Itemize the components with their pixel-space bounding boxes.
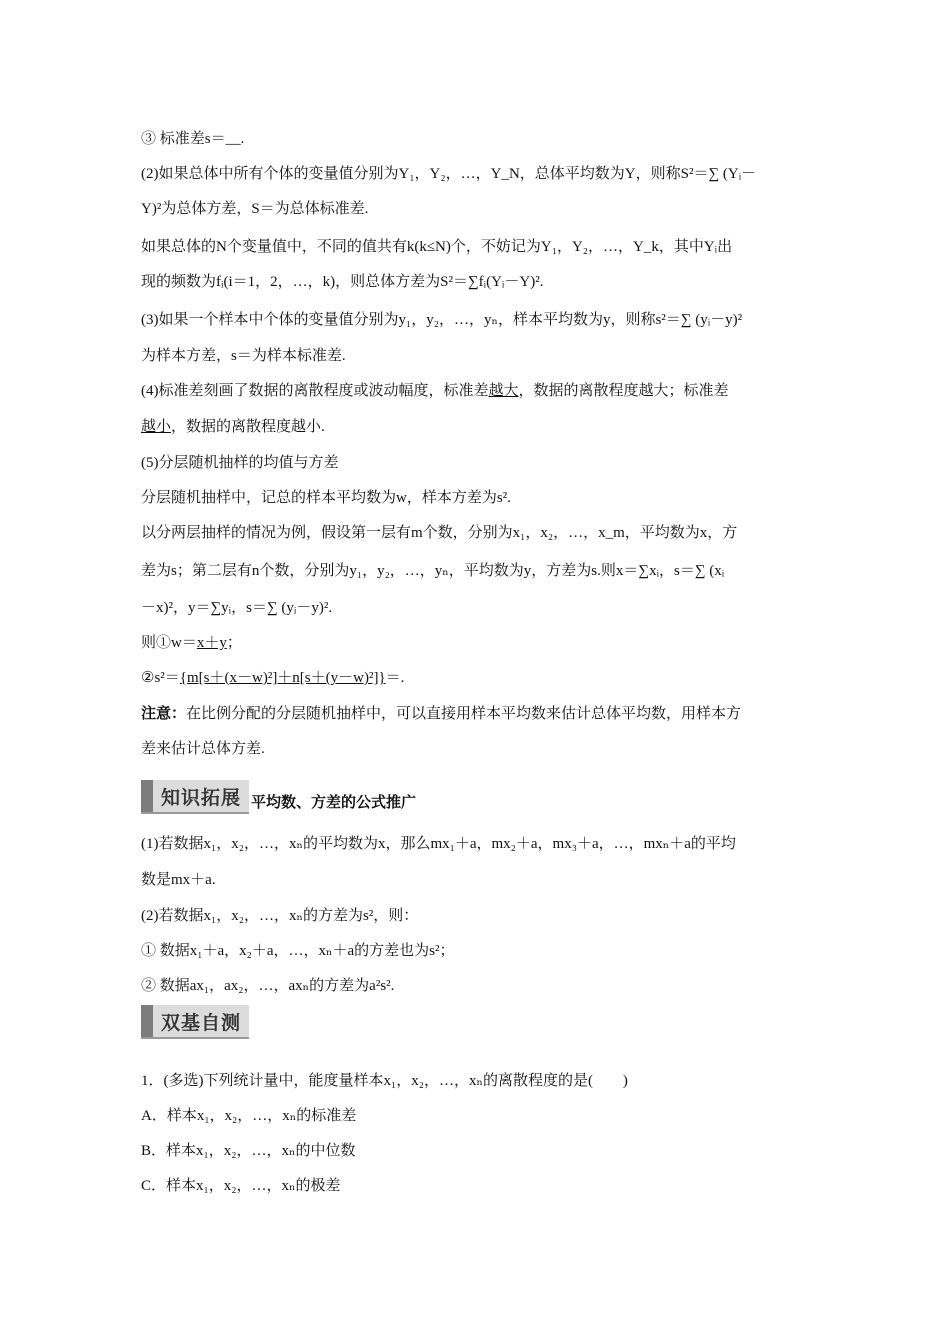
text-line: －x)²，y＝∑yᵢ，s＝∑ (yᵢ－y)².	[141, 600, 333, 616]
text-line: 以分两层抽样的情况为例，假设第一层有m个数，分别为x₁，x₂，…，x_m，平均数为x，方	[141, 525, 738, 541]
section-heading	[141, 780, 416, 814]
section-tag	[141, 780, 249, 814]
section-title: 平均数、方差的公式推广	[251, 793, 417, 811]
item4-underline: 越小	[141, 419, 172, 435]
question-option: C．样本x₁，x₂，…，xₙ的极差	[141, 1178, 341, 1194]
formula-text: ＝.	[385, 670, 405, 686]
note-line	[141, 703, 811, 725]
text-line: Y)²为总体方差，S＝为总体标准差.	[141, 201, 369, 217]
text-line: (3)如果一个样本中个体的变量值分别为y₁，y₂，…，yₙ，样本平均数为y，则称s²＝∑ (yᵢ－y)²	[141, 312, 743, 328]
formula-underline: x＋y	[196, 635, 227, 651]
formula-underline: {m[s＋(x－w)²]＋n[s＋(y－w)²]}	[179, 670, 386, 686]
text-line: (5)分层随机抽样的均值与方差	[141, 455, 339, 471]
formula-line	[141, 632, 811, 654]
note-label: 注意：	[141, 705, 187, 722]
question-option: B．样本x₁，x₂，…，xₙ的中位数	[141, 1143, 356, 1159]
text-line: ① 数据x₁＋a，x₂＋a，…，xₙ＋a的方差也为s²；	[141, 943, 455, 959]
text-line: (1)若数据x₁，x₂，…，xₙ的平均数为x，那么mx₁＋a，mx₂＋a，mx₃＋a，…，mxₙ＋a的平均	[141, 836, 736, 852]
text-line: 差为s；第二层有n个数，分别为y₁，y₂，…，yₙ，平均数为y，方差为s.则x＝∑xᵢ，s＝∑ (xᵢ	[141, 563, 725, 579]
text-line: ③ 标准差s＝__.	[141, 131, 245, 147]
item4-text: ，数据的离散程度越大；标准差	[518, 383, 729, 399]
text-line: 数是mx＋a.	[141, 872, 216, 888]
text-line: 现的频数为fᵢ(i＝1，2，…，k)，则总体方差为S²＝∑fᵢ(Yᵢ－Y)².	[141, 274, 544, 290]
section-tag-label: 知识拓展	[161, 787, 242, 809]
text-line: (2)若数据x₁，x₂，…，xₙ的方差为s²，则：	[141, 908, 419, 924]
note-text: 在比例分配的分层随机抽样中，可以直接用样本平均数来估计总体平均数，用样本方	[186, 706, 742, 722]
item4-text: ，数据的离散程度越小.	[171, 419, 325, 435]
section-tag	[141, 1005, 249, 1039]
formula-text: 则①w＝	[141, 635, 197, 651]
formula-line	[141, 667, 811, 689]
item4-text: (4)标准差刻画了数据的离散程度或波动幅度，标准差	[141, 383, 489, 399]
text-line: ② 数据ax₁，ax₂，…，axₙ的方差为a²s².	[141, 978, 395, 994]
formula-text: ②s²＝	[141, 670, 180, 686]
section-heading	[141, 1005, 249, 1039]
text-line: 为样本方差，s＝为样本标准差.	[141, 348, 346, 364]
text-line: 如果总体的N个变量值中，不同的值共有k(k≤N)个，不妨记为Y₁，Y₂，…，Y_k，其中Yᵢ出	[141, 239, 733, 255]
text-line: (2)如果总体中所有个体的变量值分别为Y₁，Y₂，…，Y_N，总体平均数为Y，则称S²＝∑ (Yᵢ－	[141, 166, 757, 182]
formula-text: ；	[226, 635, 242, 651]
text-line-item4	[141, 380, 811, 402]
question-stem: 1．(多选)下列统计量中，能度量样本x₁，x₂，…，xₙ的离散程度的是( )	[141, 1073, 628, 1089]
text-line: 分层随机抽样中，记总的样本平均数为w，样本方差为s².	[141, 490, 511, 506]
text-line-item4	[141, 416, 811, 438]
note-line: 差来估计总体方差.	[141, 741, 265, 757]
item4-underline: 越大	[488, 383, 519, 399]
question-option: A．样本x₁，x₂，…，xₙ的标准差	[141, 1108, 357, 1124]
section-tag-label: 双基自测	[161, 1012, 242, 1034]
